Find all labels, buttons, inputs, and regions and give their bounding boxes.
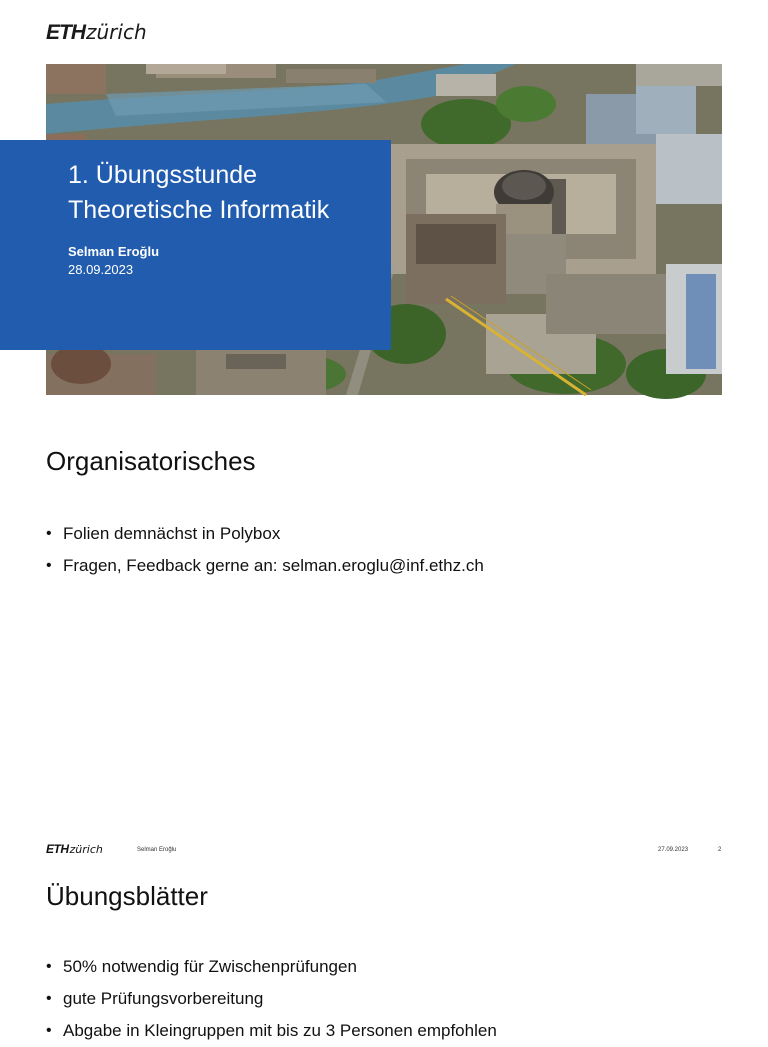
list-item: • Abgabe in Kleingruppen mit bis zu 3 Personen empfohlen	[46, 1015, 497, 1047]
list-item: • gute Prüfungsvorbereitung	[46, 983, 497, 1015]
list-item: • Folien demnächst in Polybox	[46, 518, 484, 550]
logo-zurich-text: zürich	[86, 20, 147, 44]
eth-zurich-logo	[46, 20, 147, 45]
organisatorisches-list	[46, 518, 484, 582]
slide-footer	[46, 842, 722, 858]
footer-logo-eth-text: ETH	[46, 842, 69, 856]
presentation-date: 28.09.2023	[68, 262, 134, 277]
footer-author: Selman Eroğlu	[137, 847, 177, 853]
footer-logo-zurich-text: zürich	[69, 843, 103, 856]
title-box	[0, 140, 391, 350]
uebungsblaetter-list	[46, 951, 497, 1047]
list-item: • 50% notwendig für Zwischenprüfungen	[46, 951, 497, 983]
section-heading-uebungsblaetter: Übungsblätter	[46, 881, 208, 911]
footer-date: 27.09.2023	[658, 847, 689, 853]
logo-eth-text: ETH	[46, 21, 85, 44]
presenter-name: Selman Eroğlu	[68, 244, 160, 259]
footer-eth-logo	[46, 842, 103, 856]
section-heading-organisatorisches: Organisatorisches	[46, 446, 256, 476]
title-line-1: 1. Übungsstunde	[68, 161, 258, 189]
footer-page-number: 2	[718, 847, 722, 853]
title-line-2: Theoretische Informatik	[68, 196, 330, 224]
slide-title	[68, 158, 329, 228]
list-item: • Fragen, Feedback gerne an: selman.eroglu@inf.ethz.ch	[46, 550, 484, 582]
